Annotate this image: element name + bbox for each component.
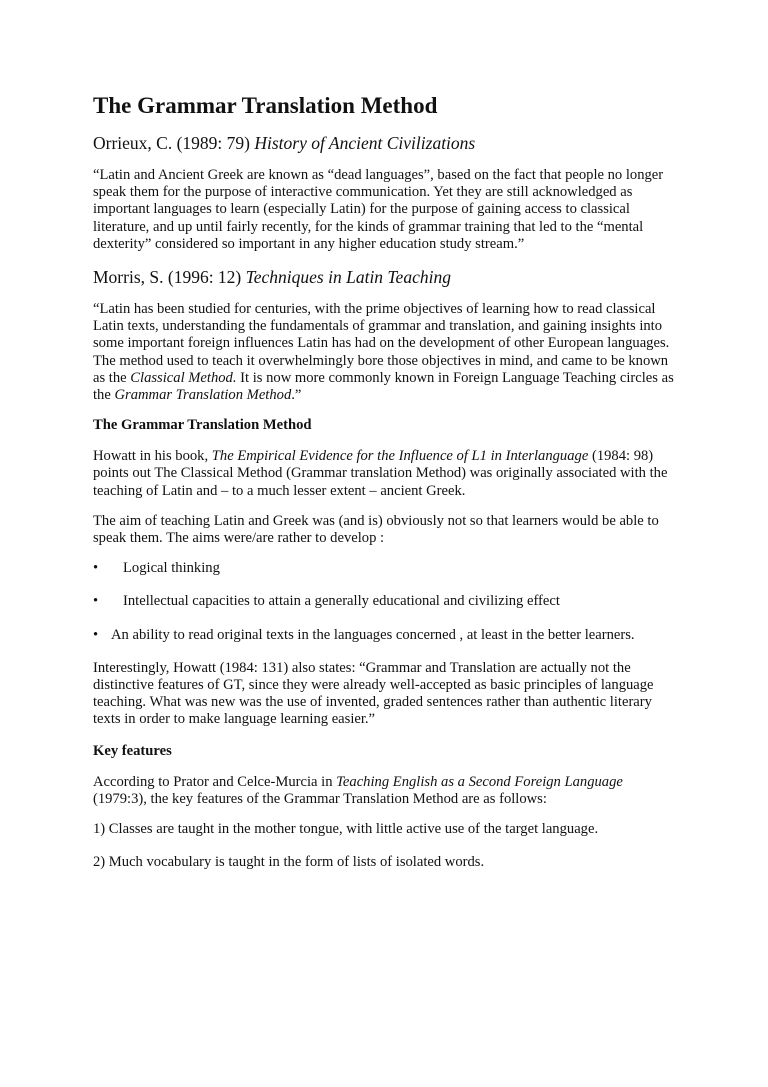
prator-paragraph bbox=[93, 774, 678, 808]
interestingly-paragraph: Interestingly, Howatt (1984: 131) also states: “Grammar and Translation are actually not the distinctive features of GT, since they were already well-accepted as basic principles of language teaching. What was new was the use of invented, graded sentences rather than authentic literary texts in order to make language learning easier.” bbox=[93, 659, 654, 728]
section-heading-key-features: Key features bbox=[93, 742, 172, 759]
bullet-marker: • bbox=[93, 593, 99, 610]
morris-citation bbox=[93, 265, 678, 289]
prator-part-2: (1979:3), the key features of the Grammar Translation Method are as follows: bbox=[93, 790, 547, 807]
bullet-item-read-original-texts bbox=[93, 627, 678, 644]
orrieux-quote: “Latin and Ancient Greek are known as “dead languages”, based on the fact that people no longer speak them for the purpose of interactive communication. Yet they are still acknowledged as important languages to learn (especially Latin) for the purpose of gaining access to classical literature, and up until fairly recently, for the kinds of grammar training that led to the “mental dexterity” considered so important in any higher education study stream.” bbox=[93, 167, 664, 252]
orrieux-work-title: History of Ancient Civilizations bbox=[254, 133, 476, 153]
bullet-marker: • bbox=[93, 560, 99, 577]
bullet-item-intellectual-capacities bbox=[93, 593, 678, 610]
bullet-marker: • bbox=[93, 626, 99, 643]
aim-paragraph: The aim of teaching Latin and Greek was (and is) obviously not so that learners would be able to speak them. The aims were/are rather to develop : bbox=[93, 512, 659, 547]
morris-quote-end: .” bbox=[291, 387, 302, 404]
numbered-item-2: 2) Much vocabulary is taught in the form of lists of isolated words. bbox=[93, 854, 485, 871]
orrieux-citation bbox=[93, 131, 678, 155]
gtm-term: Grammar Translation Method bbox=[114, 387, 292, 404]
morris-quote-part-1: “Latin has been studied for centuries, with the prime objectives of learning how to read classical Latin texts, understanding the fundamentals of grammar and translation, and gaining insights into some important foreign influences Latin has had on the development of other European languages. The method used to teach it overwhelmingly bore those objectives in mind, and came to be known as the bbox=[93, 301, 670, 386]
howatt-part-1: Howatt in his book, bbox=[93, 448, 212, 465]
section-heading-gtm: The Grammar Translation Method bbox=[93, 417, 312, 434]
howatt-paragraph bbox=[93, 448, 678, 500]
morris-work-title: Techniques in Latin Teaching bbox=[245, 267, 451, 288]
classical-method-term: Classical Method. bbox=[130, 369, 237, 386]
document-title: The Grammar Translation Method bbox=[93, 93, 438, 118]
prator-part-1: According to Prator and Celce-Murcia in bbox=[93, 773, 337, 790]
morris-quote-part-2: It is now more commonly known in Foreign Language Teaching circles as the bbox=[93, 369, 674, 404]
numbered-item-1: 1) Classes are taught in the mother tongue, with little active use of the target language. bbox=[93, 821, 599, 838]
bullet-item-logical-thinking bbox=[93, 560, 678, 577]
howatt-book-title: The Empirical Evidence for the Influence of L1 in Interlanguage bbox=[211, 448, 589, 465]
morris-quote bbox=[93, 301, 678, 404]
bullet-text: An ability to read original texts in the languages concerned , at least in the better learners. bbox=[111, 626, 635, 643]
howatt-part-2: (1984: 98) points out The Classical Method (Grammar translation Method) was originally associated with the teaching of Latin and – to a much lesser extent – ancient Greek. bbox=[93, 448, 668, 499]
orrieux-author: Orrieux, C. (1989: 79) bbox=[93, 133, 255, 153]
bullet-text: Intellectual capacities to attain a generally educational and civilizing effect bbox=[123, 593, 560, 610]
prator-book-title: Teaching English as a Second Foreign Language bbox=[336, 773, 623, 790]
bullet-text: Logical thinking bbox=[123, 560, 220, 577]
morris-author: Morris, S. (1996: 12) bbox=[93, 267, 246, 288]
